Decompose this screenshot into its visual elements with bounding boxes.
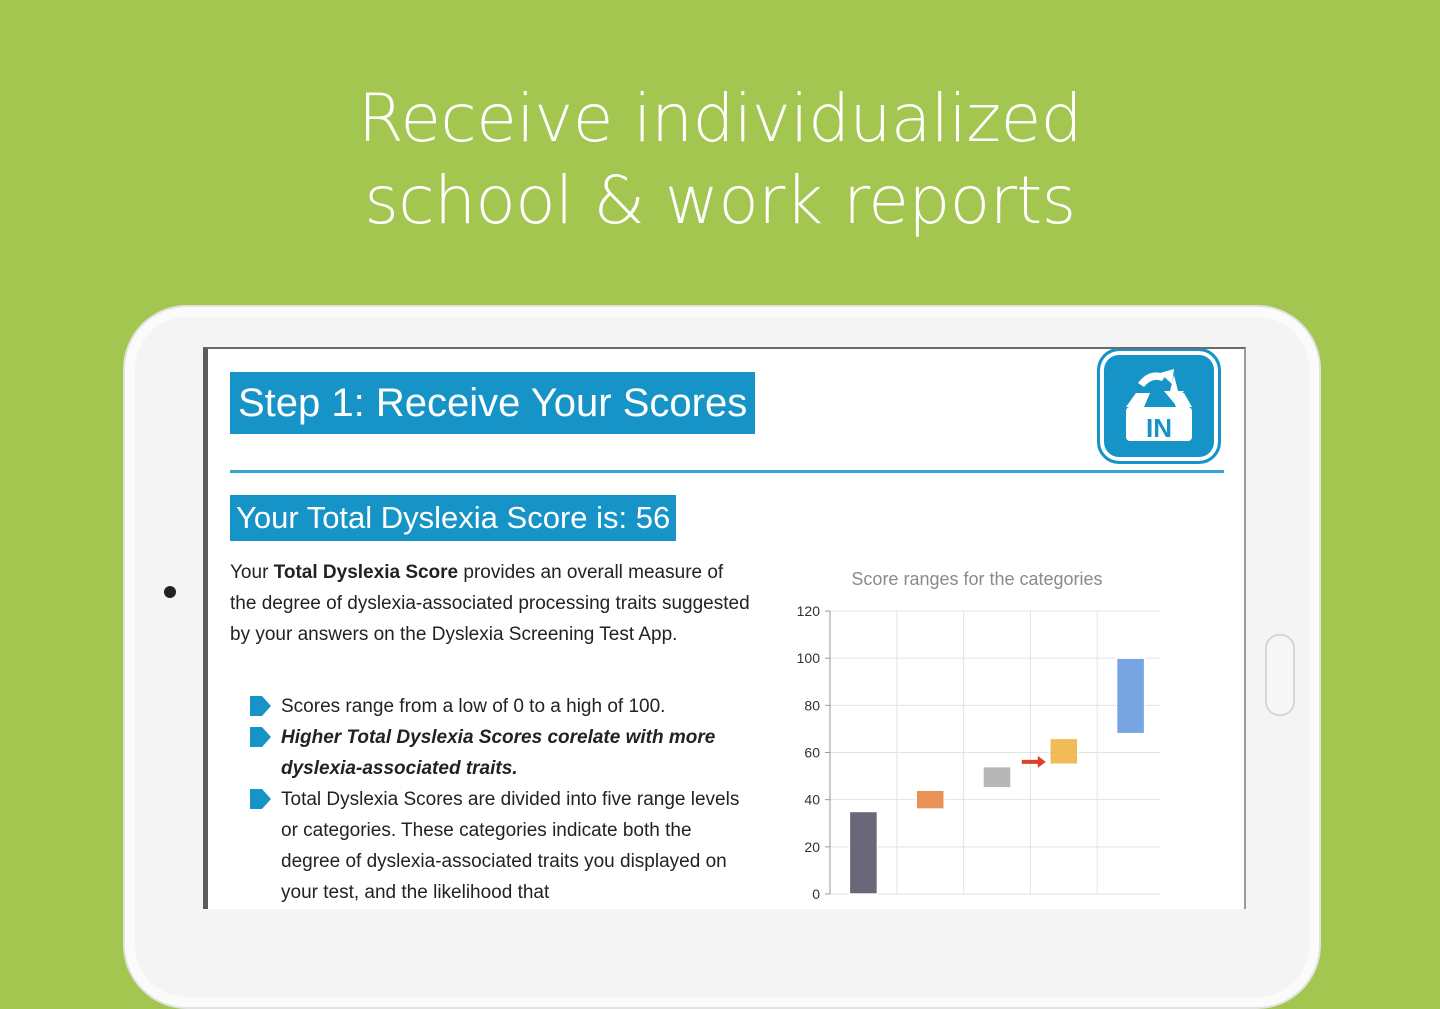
logo-text: IN <box>1146 413 1172 443</box>
inbox-logo-icon <box>1100 351 1218 461</box>
y-tick-label: 60 <box>804 744 820 761</box>
score-marker-arrow-icon <box>1022 756 1046 768</box>
score-range-chart <box>780 559 1160 909</box>
y-tick-label: 100 <box>796 650 820 667</box>
chart-range-bar <box>983 767 1011 788</box>
intro-paragraph <box>230 557 750 650</box>
report-screen <box>203 347 1246 909</box>
y-tick-label: 40 <box>804 791 820 808</box>
chart-range-bar <box>916 790 944 809</box>
headline-line-2: school & work reports <box>364 162 1076 239</box>
chart-range-bar <box>1050 738 1078 764</box>
y-tick-label: 20 <box>804 838 820 855</box>
intro-text-2: provides an overall measure of the degree of dyslexia-associated processing traits suggested by your answers on the Dyslexia Screening Test App. <box>230 562 750 645</box>
list-item <box>248 691 748 722</box>
bullet-text: Total Dyslexia Scores are divided into five range levels or categories. These categories indicate both the degree of dyslexia-associated traits you displayed on your test, and the likelihood that <box>281 789 740 903</box>
chart-title: Score ranges for the categories <box>851 569 1103 589</box>
tablet-home-button[interactable] <box>1265 634 1295 716</box>
bullet-arrow-icon <box>248 695 272 717</box>
score-title: Your Total Dyslexia Score is: 56 <box>230 495 676 541</box>
app-logo <box>1097 348 1221 464</box>
y-tick-label: 0 <box>812 886 820 902</box>
y-tick-label: 120 <box>796 603 820 619</box>
tablet-camera <box>164 586 176 598</box>
section-divider <box>230 470 1224 473</box>
bullet-text: Scores range from a low of 0 to a high of 100. <box>281 696 666 717</box>
intro-bold-term: Total Dyslexia Score <box>273 562 459 583</box>
intro-text-1: Your <box>230 562 274 583</box>
bullet-arrow-icon <box>248 726 272 748</box>
step-title: Step 1: Receive Your Scores <box>230 372 755 434</box>
bullet-arrow-icon <box>248 788 272 810</box>
chart-range-bar <box>1117 658 1145 733</box>
headline-line-1: Receive individualized <box>357 80 1083 157</box>
list-item <box>248 784 748 908</box>
y-tick-label: 80 <box>804 697 820 714</box>
score-bullet-list <box>248 691 748 908</box>
bullet-text: Higher Total Dyslexia Scores corelate with more dyslexia-associated traits. <box>281 727 716 779</box>
chart-range-bar <box>849 811 877 894</box>
list-item <box>248 722 748 784</box>
page-headline <box>0 78 1440 242</box>
